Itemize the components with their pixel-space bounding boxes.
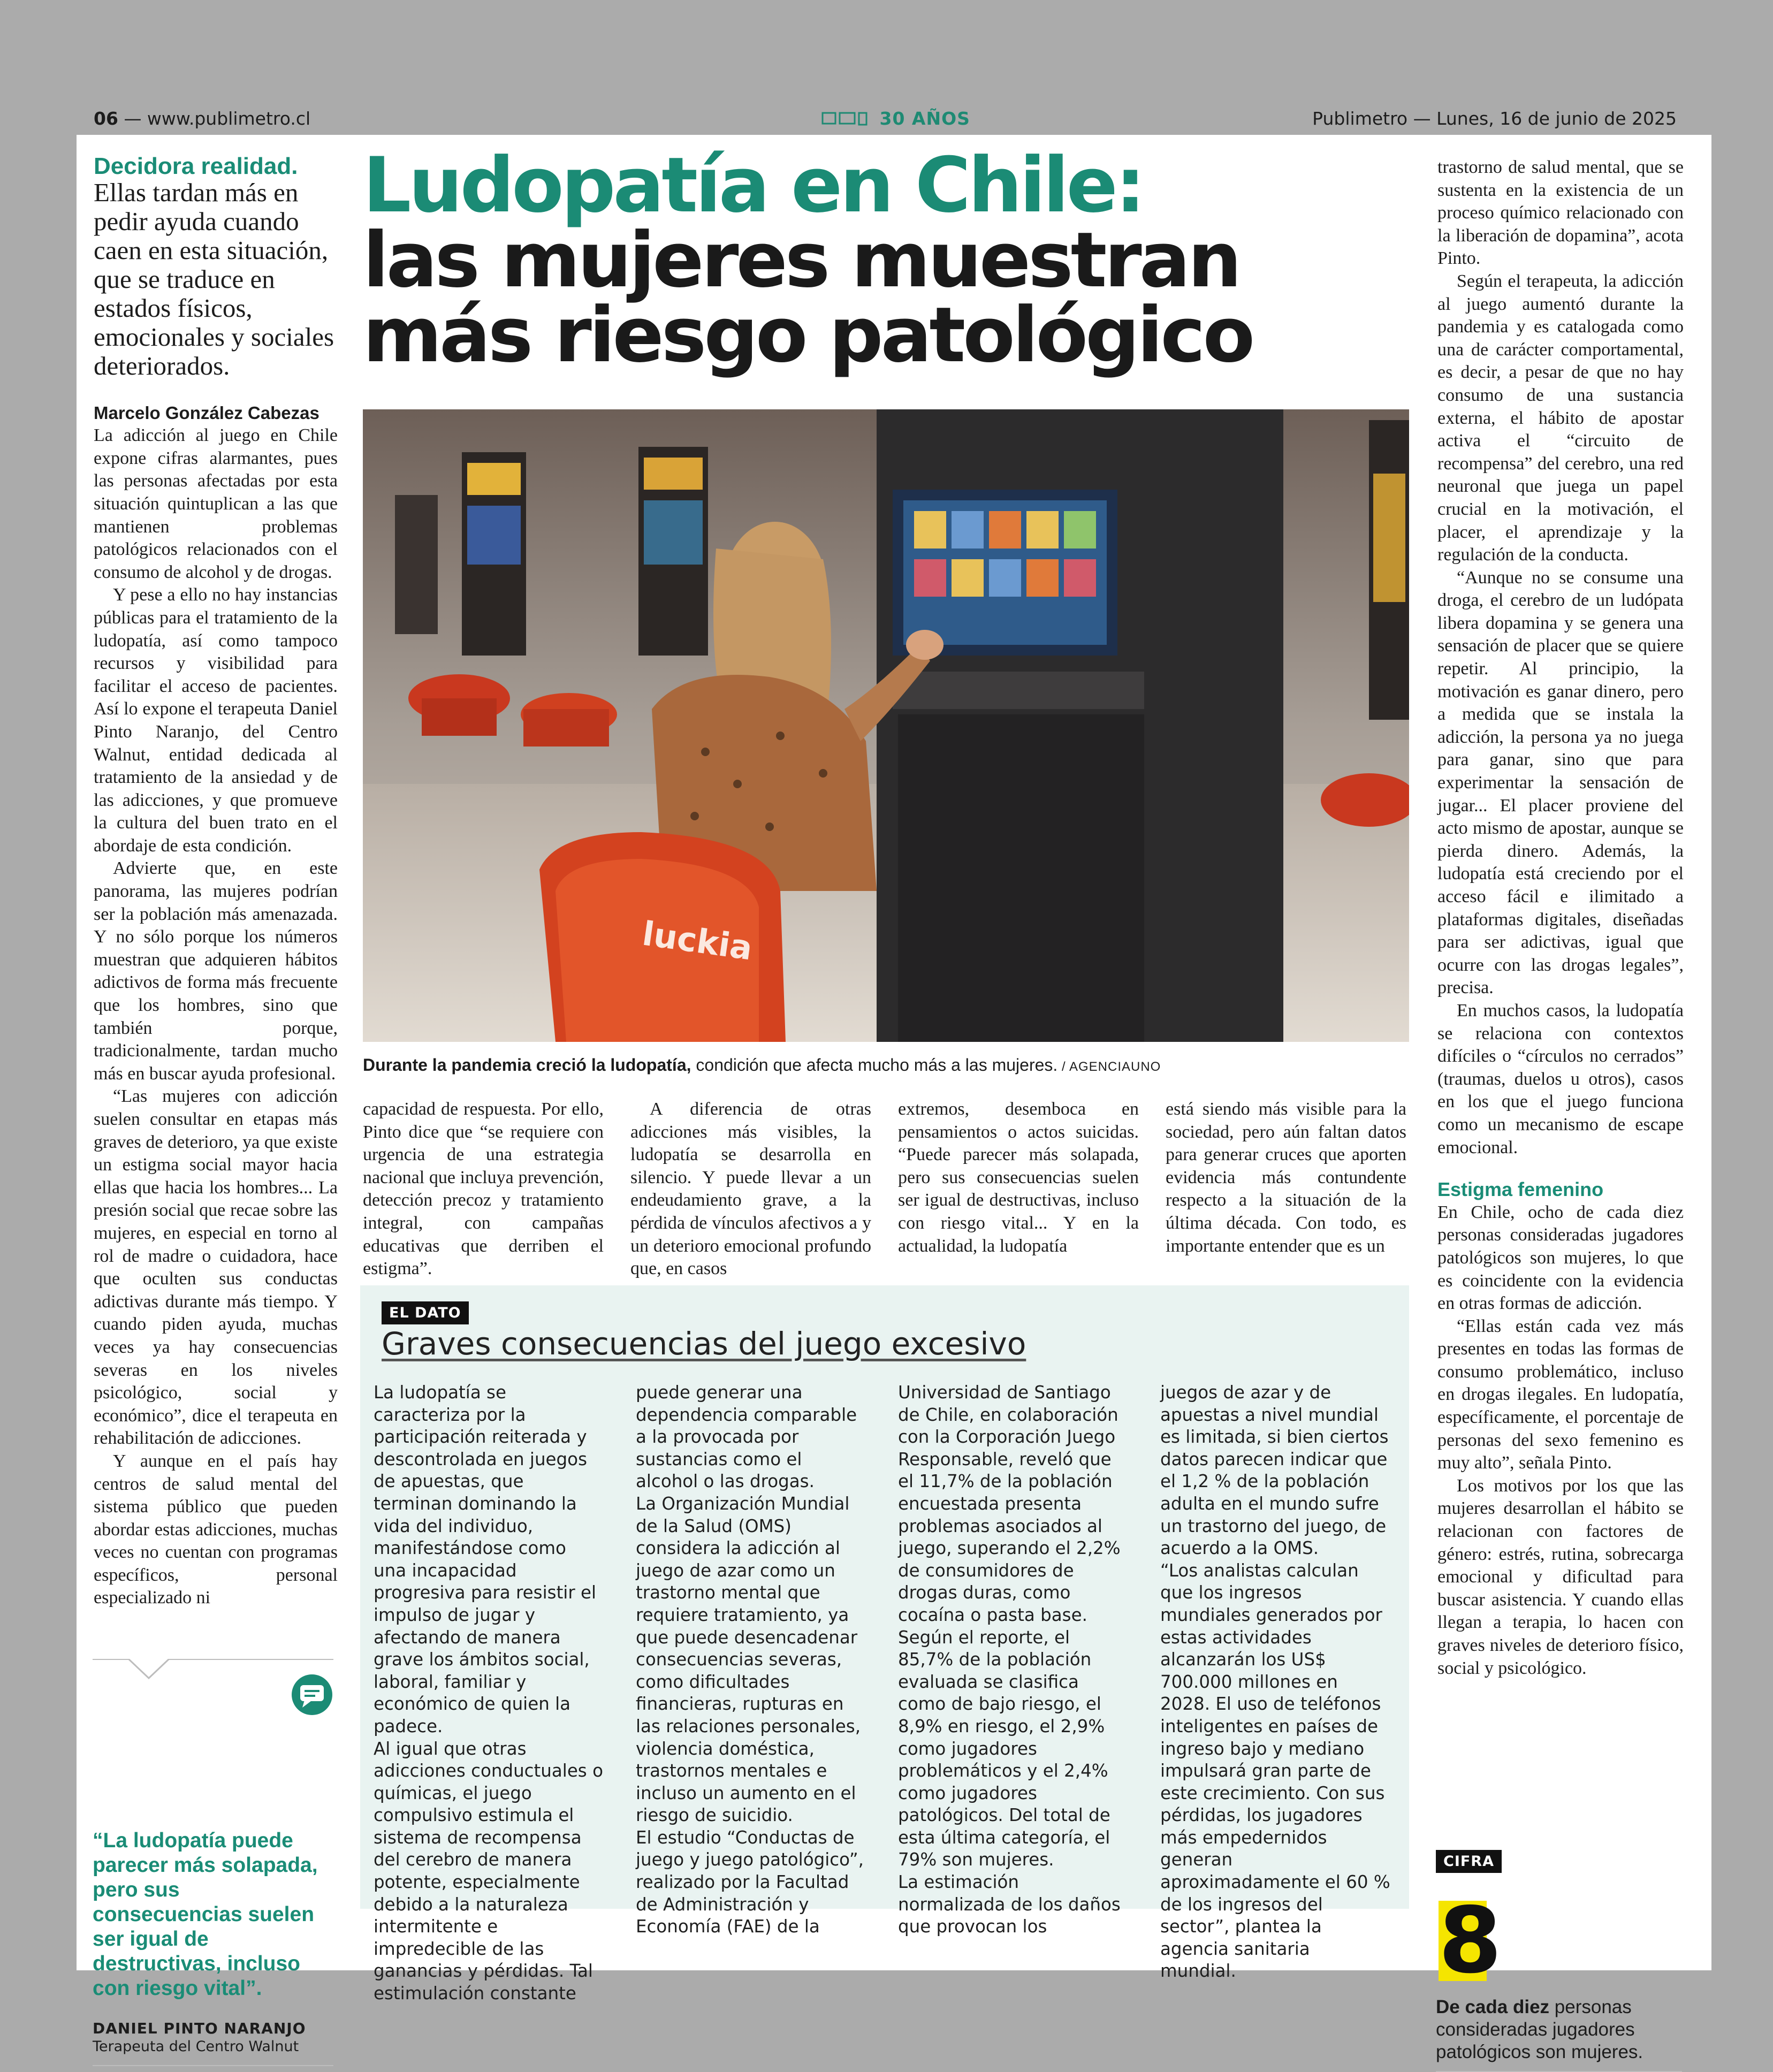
center-column-4 (1166, 1098, 1406, 1258)
headline-line-3: más riesgo patológico (363, 291, 1253, 379)
body-paragraph: extremos, desemboca en pensamientos o actos suicidas. “Puede parecer más solapada, pero sus consecuencias suelen ser igual de destructivas, incluso con riesgo vital... Y en la actualidad, la ludopatía (898, 1099, 1139, 1256)
cifra-tag: CIFRA (1436, 1850, 1502, 1873)
cifra-text-bold: De cada diez (1436, 1997, 1550, 2017)
page-folio (94, 108, 310, 129)
section-title: Estigma femenino (1437, 1178, 1604, 1201)
body-paragraph: está siendo más visible para la sociedad, pero aún faltan datos para generar cruces que aporten evidencia más contundente respecto a la situación de la última década. Con todo, es importante entender que es un (1166, 1099, 1406, 1256)
body-paragraph: “Las mujeres con adicción suelen consultar en etapas más graves de deterioro, ya que existe un estigma social mayor hacia ellas que hacia los hombres... La presión social que recae sobre las mujeres, en especial en torno al rol de madre o cuidadora, hace que oculten sus conductas adictivas durante más tiempo. Y cuando piden ayuda, muchas veces ya hay consecuencias severas en los niveles psicológico, social y económico”, dice el terapeuta en rehabilitación de adicciones. (94, 1086, 338, 1449)
body-paragraph: capacidad de respuesta. Por ello, Pinto dice que “se requiere con urgencia de una estrategia nacional que incluya prevención, detección precoz y tratamiento integral, con campañas educativas que derriben el estigma”. (363, 1099, 604, 1279)
headline-line-1: Ludopatía en Chile: (363, 141, 1143, 230)
body-paragraph: A diferencia de otras adicciones más visibles, la ludopatía se desarrolla en silencio. Y puede llevar a un endeudamiento grave, a la pérdida de vínculos afectivos a y un deterioro emocional profundo que, en casos (630, 1099, 871, 1279)
el-dato-column-4: juegos de azar y de apuestas a nivel mundial es limitada, si bien ciertos datos parecen indicar que el 1,2 % de la población adulta en el mundo sufre un trastorno del juego, de acuerdo a la OMS. “Los analistas calculan que los ingresos mundiales generados por estas actividades alcanzarán los US$ 700.000 millones en 2028. El uso de teléfonos inteligentes en países de ingreso bajo y mediano impulsará gran parte de este crecimiento. Con sus pérdidas, los jugadores más empedernidos generan aproximadamente el 60 % de los ingresos del sector”, plantea la agencia sanitaria mundial. (1160, 1382, 1390, 1982)
casino-photo (363, 409, 1409, 1042)
left-column (94, 155, 338, 1610)
cifra-text (1436, 1996, 1682, 2063)
body-paragraph: Y aunque en el país hay centros de salud mental del sistema público que pueden abordar estas adicciones, muchas veces no cuentan con programas específicos, personal especializado ni (94, 1451, 338, 1608)
quote-name: DANIEL PINTO NARANJO (93, 2020, 306, 2037)
anniversary-text: 30 AÑOS (879, 108, 970, 129)
speech-bubble-icon (291, 1673, 333, 1716)
body-paragraph: En muchos casos, la ludopatía se relaciona con contextos difíciles o “círculos no cerrados” (traumas, duelos u otros), casos en los que el juego funciona como un mecanismo de escape emocional. (1437, 1000, 1684, 1157)
photo-credit: / AGENCIAUNO (1057, 1060, 1161, 1074)
anniversary-logo (821, 108, 970, 129)
newspaper-page (77, 135, 1711, 2062)
kicker: Decidora realidad. (94, 153, 298, 179)
body-paragraph: trastorno de salud mental, que se sustenta en la existencia de un proceso químico relacionado con la liberación de dopamina”, acota Pinto. (1437, 157, 1684, 269)
el-dato-box (360, 1285, 1409, 2004)
el-dato-column-3: Universidad de Santiago de Chile, en colaboración con la Corporación Juego Responsable, reveló que el 11,7% de la población encuestada presenta problemas asociados al juego, superando el 2,2% de consumidores de drogas duras, como cocaína o pasta base. Según el reporte, el 85,7% de la población evaluada se clasifica como de bajo riesgo, el 8,9% en riesgo, el 2,9% como jugadores problemáticos y el 2,4% como jugadores patológicos. Del total de esta última categoría, el 79% son mujeres. La estimación normalizada de los daños que provocan los (898, 1382, 1121, 1937)
page-number: 06 (94, 108, 118, 129)
center-column-3 (898, 1098, 1139, 1258)
body-paragraph: Según el terapeuta, la adicción al juego aumentó durante la pandemia y es catalogada como una de carácter comportamental, es decir, a pesar de que no hay consumo de una sustancia externa, el hábito de apostar activa el “circuito de recompensa” del cerebro, una red neuronal que juega un papel crucial en la motivación, el placer, el aprendizaje y la regulación de la conducta. (1437, 271, 1684, 565)
headline-line-2: las mujeres muestran (363, 216, 1239, 304)
masthead-date: Publimetro — Lunes, 16 de junio de 2025 (1312, 108, 1677, 129)
body-paragraph: La adicción al juego en Chile expone cifras alarmantes, pues las personas afectadas por esta situación quintuplican a las que mantienen problemas patológicos relacionados con el consumo de alcohol y de drogas. (94, 425, 338, 582)
cifra-text-rest: personas consideradas jugadores patológicos son mujeres. (1436, 1997, 1643, 2062)
body-paragraph: Advierte que, en este panorama, las mujeres podrían ser la población más amenazada. Y no sólo porque los números muestran que adquieren hábitos adictivos de forma más frecuente que los hombres, sino que también porque, tradicionalmente, tardan mucho más en buscar ayuda profesional. (94, 858, 338, 1084)
body-paragraph: Los motivos por los que las mujeres desarrollan el hábito se relacionan con factores de género: estrés, rutina, sobrecarga emocional y dificultad para buscar asistencia. Y cuando ellas llegan a terapia, lo hacen con graves niveles de deterioro físico, social y psicológico. (1437, 1475, 1684, 1678)
chair-brand: luckia (640, 913, 755, 968)
pull-quote: “La ludopatía puede parecer más solapada, pero sus consecuencias suelen ser igual de destructivas, incluso con riesgo vital”. (93, 1829, 318, 2000)
deck: Ellas tardan más en pedir ayuda cuando caen en esta situación, que se traduce en estados físicos, emocionales y sociales deteriorados. (94, 177, 334, 380)
headline (363, 141, 1253, 379)
site-url: — www.publimetro.cl (124, 108, 311, 129)
right-column (1437, 156, 1684, 1680)
byline: Marcelo González Cabezas (94, 402, 319, 423)
cifra-number: 8 (1439, 1888, 1502, 1994)
caption-text: condición que afecta mucho más a las mujeres. (691, 1055, 1058, 1075)
body-paragraph: En Chile, ocho de cada diez personas consideradas jugadores patológicos son mujeres, lo que es coincidente con la evidencia en otras formas de adicción. (1437, 1202, 1684, 1314)
center-column-2 (630, 1098, 871, 1281)
page-header (94, 107, 1677, 133)
photo-caption (363, 1055, 1161, 1075)
body-paragraph: Y pese a ello no hay instancias públicas para el tratamiento de la ludopatía, así como tampoco recursos y visibilidad para facilitar el acceso de pacientes. Así lo expone el terapeuta Daniel Pinto Naranjo, del Centro Walnut, entidad dedicada al tratamiento de la ansiedad y de las adicciones, y que promueve la cultura del buen trato en el abordaje de esta condición. (94, 585, 338, 856)
el-dato-title: Graves consecuencias del juego excesivo (382, 1326, 1026, 1362)
quote-tail-icon (127, 1659, 170, 1680)
el-dato-column-2: puede generar una dependencia comparable a la provocada por sustancias como el alcohol o las drogas. La Organización Mundial de la Salud (OMS) considera la adicción al juego de azar como un trastorno mental que requiere tratamiento, ya que puede desencadenar consecuencias severas, como dificultades financieras, rupturas en las relaciones personales, violencia doméstica, trastornos mentales e incluso un aumento en el riesgo de suicidio. El estudio “Conductas de juego y juego patológico”, realizado por la Facultad de Administración y Economía (FAE) de la (636, 1382, 864, 1937)
center-column-1 (363, 1098, 604, 1281)
quote-rule-bottom (93, 2065, 333, 2066)
body-paragraph: “Ellas están cada vez más presentes en todas las formas de consumo problemático, incluso en drogas ilegales. En ludopatía, específicamente, el porcentaje de personas del sexo femenino es muy alto”, señala Pinto. (1437, 1316, 1684, 1473)
quote-role: Terapeuta del Centro Walnut (93, 2038, 299, 2055)
media-icons-icon (821, 111, 873, 127)
caption-bold: Durante la pandemia creció la ludopatía, (363, 1055, 691, 1075)
el-dato-column-1: La ludopatía se caracteriza por la participación reiterada y descontrolada en juegos de apuestas, que terminan dominando la vida del individuo, manifestándose como una incapacidad progresiva para resistir el impulso de jugar y afectando de manera grave los ámbitos social, laboral, familiar y económico de quien la padece. Al igual que otras adicciones conductuales o químicas, el juego compulsivo estimula el sistema de recompensa del cerebro de manera potente, especialmente debido a la naturaleza intermitente e impredecible de las ganancias y pérdidas. Tal estimulación constante (374, 1382, 603, 2004)
body-paragraph: “Aunque no se consume una droga, el cerebro de un ludópata libera dopamina y se genera una sensación de placer que se quiere repetir. Al principio, la motivación es ganar dinero, pero a medida que se instala la adicción, la persona ya no juega para ganar, sino que para experimentar la sensación de jugar... El placer proviene del acto mismo de apostar, aunque se pierda dinero. Además, la ludopatía está creciendo por el acceso fácil e ilimitado a plataformas digitales, diseñadas para ser adictivas, igual que ocurre con las drogas legales”, precisa. (1437, 567, 1684, 998)
el-dato-tag: EL DATO (382, 1301, 469, 1324)
